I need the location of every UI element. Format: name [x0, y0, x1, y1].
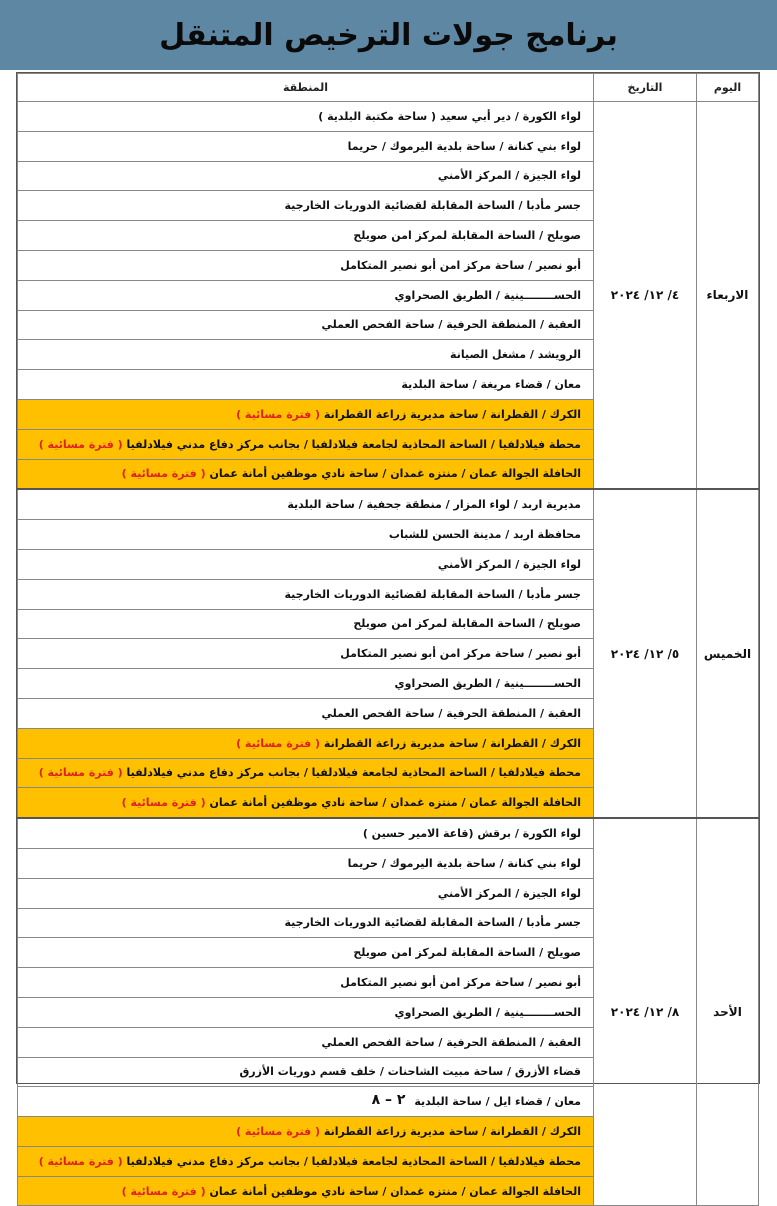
table-row [18, 489, 759, 519]
evening-period-label: ( فترة مسائية ) [236, 1124, 321, 1138]
region-text: الكرك / القطرانة / ساحة مديرية زراعة القطرانة [323, 736, 581, 750]
region-text: محطة فيلادلفيا / الساحة المحاذية لجامعة فيلادلفيا / بجانب مركز دفاع مدني فيلادلفيا [126, 1154, 581, 1168]
region-cell [18, 1057, 594, 1087]
region-text: لواء الجيزة / المركز الأمني [437, 557, 581, 571]
region-text: لواء الكورة / برقش (قاعة الامير حسين ) [362, 827, 581, 841]
region-text: العقبة / المنطقة الحرفية / ساحة الفحص العملي [321, 318, 581, 332]
region-text: قضاء الأزرق / ساحة مبيت الشاحنات / خلف قسم دوريات الأزرق [239, 1065, 581, 1079]
region-cell [18, 161, 594, 191]
region-text: محافظة اربد / مدينة الحسن للشباب [388, 528, 581, 542]
day-cell: الأحد [697, 818, 759, 1206]
region-cell [18, 340, 594, 370]
region-cell [18, 520, 594, 550]
region-text: جسر مأدبا / الساحة المقابلة لقضائية الدوريات الخارجية [284, 199, 581, 213]
region-cell [18, 370, 594, 400]
evening-period-label: ( فترة مسائية ) [121, 796, 206, 810]
region-cell [18, 102, 594, 132]
header-region: المنطقة [18, 74, 594, 102]
region-cell [18, 280, 594, 310]
region-cell [18, 489, 594, 519]
region-text: الحســــــــينية / الطريق الصحراوي [394, 677, 581, 691]
region-cell [18, 1176, 594, 1206]
region-text: معان / قضاء مريغة / ساحة البلدية [401, 378, 581, 392]
date-cell: ٤/ ١٢/ ٢٠٢٤ [594, 102, 697, 490]
title-banner [0, 0, 777, 70]
region-text: معان / قضاء ايل / ساحة البلدية [414, 1095, 581, 1109]
region-text: الكرك / القطرانة / ساحة مديرية زراعة القطرانة [323, 407, 581, 421]
region-cell [18, 788, 594, 818]
header-day: اليوم [697, 74, 759, 102]
region-cell [18, 639, 594, 669]
evening-period-label: ( فترة مسائية ) [38, 766, 123, 780]
region-text: الحســــــــينية / الطريق الصحراوي [394, 1005, 581, 1019]
region-text: جسر مأدبا / الساحة المقابلة لقضائية الدوريات الخارجية [284, 916, 581, 930]
day-cell: الاربعاء [697, 102, 759, 490]
region-cell [18, 728, 594, 758]
region-text: لواء الجيزة / المركز الأمني [437, 886, 581, 900]
region-text: الحافلة الجوالة عمان / منتزه غمدان / ساحة نادي موظفين أمانة عمان [209, 467, 581, 481]
region-text: الكرك / القطرانة / ساحة مديرية زراعة القطرانة [323, 1124, 581, 1138]
region-text: جسر مأدبا / الساحة المقابلة لقضائية الدوريات الخارجية [284, 587, 581, 601]
region-cell [18, 609, 594, 639]
region-text: لواء الكورة / دير أبي سعيد ( ساحة مكتبة البلدية ) [318, 109, 581, 123]
evening-period-label: ( فترة مسائية ) [121, 1184, 206, 1198]
evening-period-label: ( فترة مسائية ) [236, 407, 321, 421]
region-cell [18, 131, 594, 161]
date-cell: ٨/ ١٢/ ٢٠٢٤ [594, 818, 697, 1206]
region-text: صويلح / الساحة المقابلة لمركز امن صويلح [353, 617, 581, 631]
region-cell [18, 1146, 594, 1176]
region-cell [18, 250, 594, 280]
table-header-row [18, 74, 759, 102]
region-cell [18, 878, 594, 908]
evening-period-label: ( فترة مسائية ) [236, 736, 321, 750]
region-cell [18, 429, 594, 459]
region-text: الحافلة الجوالة عمان / منتزه غمدان / ساحة نادي موظفين أمانة عمان [209, 796, 581, 810]
region-text: أبو نصير / ساحة مركز امن أبو نصير المتكامل [340, 647, 581, 661]
region-text: أبو نصير / ساحة مركز امن أبو نصير المتكامل [340, 258, 581, 272]
evening-period-label: ( فترة مسائية ) [38, 1154, 123, 1168]
region-text: صويلح / الساحة المقابلة لمركز امن صويلح [353, 946, 581, 960]
region-text: العقبة / المنطقة الحرفية / ساحة الفحص العملي [321, 706, 581, 720]
table-body [18, 102, 759, 1206]
table-row [18, 102, 759, 132]
region-cell [18, 399, 594, 429]
region-cell [18, 818, 594, 848]
region-cell [18, 221, 594, 251]
region-cell [18, 1027, 594, 1057]
region-cell [18, 549, 594, 579]
header-date: التاريخ [594, 74, 697, 102]
page-title: برنامج جولات الترخيص المتنقل [159, 17, 618, 53]
region-cell [18, 758, 594, 788]
region-cell [18, 1117, 594, 1147]
region-cell [18, 848, 594, 878]
region-text: لواء بني كنانة / ساحة بلدية اليرموك / حريما [347, 139, 581, 153]
table-row [18, 818, 759, 848]
region-text: أبو نصير / ساحة مركز امن أبو نصير المتكامل [340, 976, 581, 989]
region-cell [18, 908, 594, 938]
region-text: لواء الجيزة / المركز الأمني [437, 169, 581, 183]
region-cell [18, 579, 594, 609]
region-cell [18, 698, 594, 728]
region-text: محطة فيلادلفيا / الساحة المحاذية لجامعة فيلادلفيا / بجانب مركز دفاع مدني فيلادلفيا [126, 437, 581, 451]
region-text: الحافلة الجوالة عمان / منتزه غمدان / ساحة نادي موظفين أمانة عمان [209, 1184, 581, 1198]
region-cell [18, 310, 594, 340]
region-cell [18, 191, 594, 221]
region-text: الرويشد / مشغل الصيانة [450, 348, 581, 362]
region-cell [18, 968, 594, 998]
region-text: لواء بني كنانة / ساحة بلدية اليرموك / حريما [347, 856, 581, 870]
day-cell: الخميس [697, 489, 759, 818]
region-text: مديرية اربد / لواء المزار / منطقة جحفية / ساحة البلدية [287, 498, 581, 512]
region-cell [18, 997, 594, 1027]
region-text: صويلح / الساحة المقابلة لمركز امن صويلح [353, 229, 581, 243]
evening-period-label: ( فترة مسائية ) [38, 437, 123, 451]
region-cell [18, 459, 594, 489]
region-cell [18, 938, 594, 968]
region-text: الحســــــــينية / الطريق الصحراوي [394, 288, 581, 302]
region-text: العقبة / المنطقة الحرفية / ساحة الفحص العملي [321, 1035, 581, 1049]
page-number: ٢ – ٨ [371, 1092, 406, 1108]
evening-period-label: ( فترة مسائية ) [121, 467, 206, 481]
schedule-table [17, 73, 759, 1206]
date-cell: ٥/ ١٢/ ٢٠٢٤ [594, 489, 697, 818]
region-text: محطة فيلادلفيا / الساحة المحاذية لجامعة فيلادلفيا / بجانب مركز دفاع مدني فيلادلفيا [126, 766, 581, 780]
region-cell [18, 669, 594, 699]
